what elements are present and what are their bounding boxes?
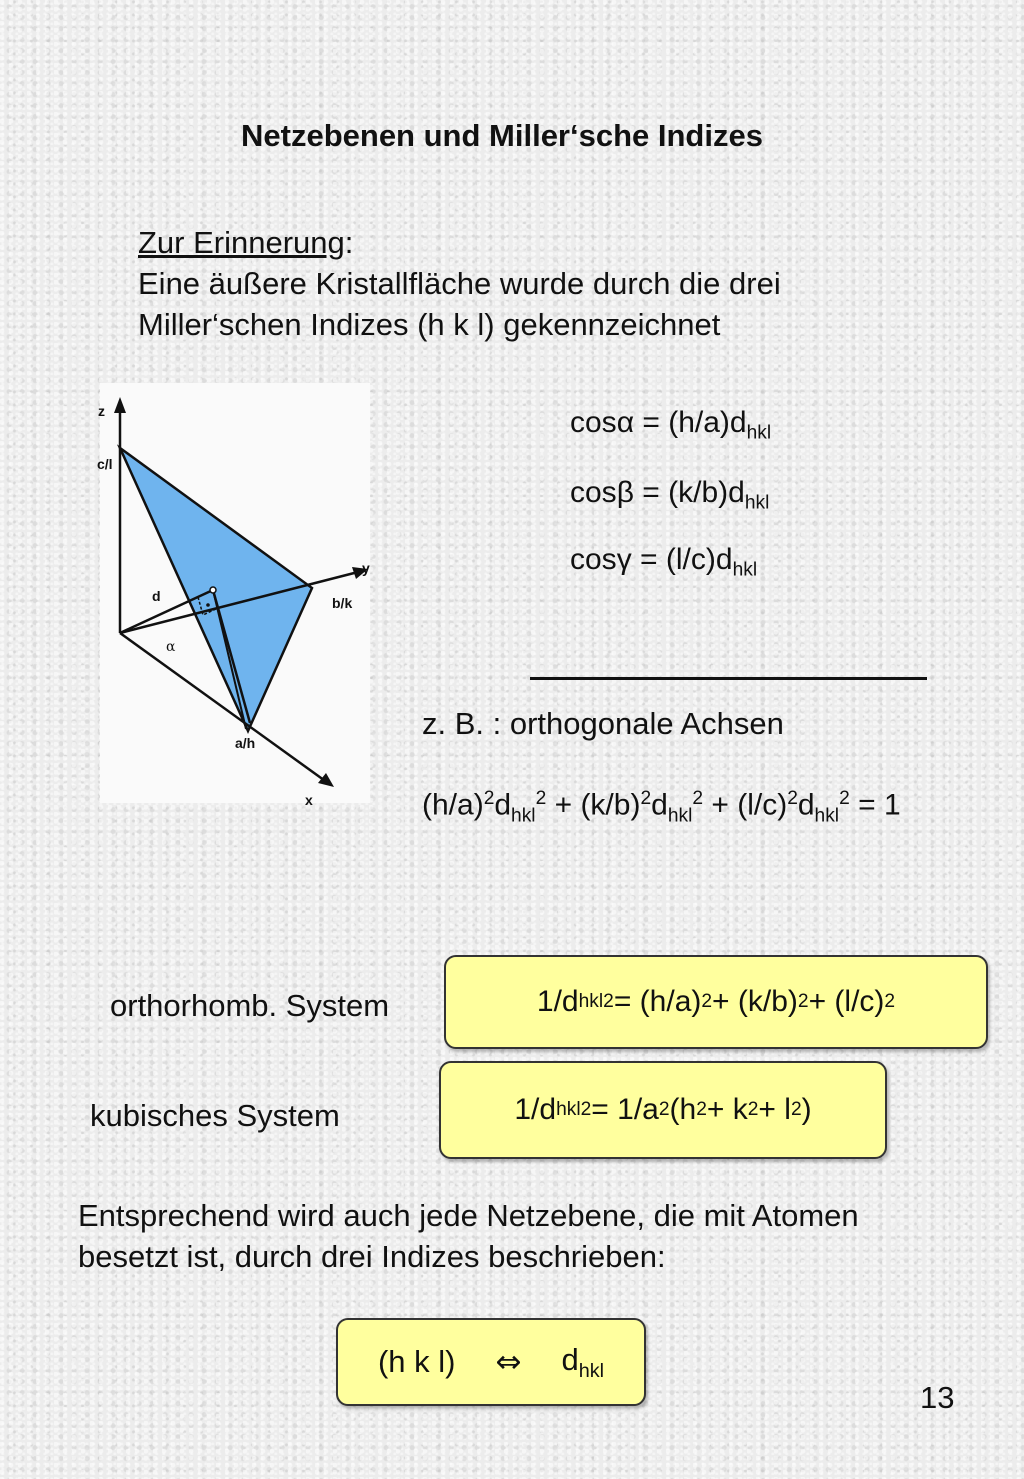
intro-heading-line: [138, 222, 781, 263]
page-title: Netzebenen und Miller‘sche Indizes: [241, 118, 763, 153]
square-exponent: 2: [692, 788, 704, 809]
intro-colon: :: [344, 225, 354, 260]
term-l: + l: [758, 1093, 791, 1126]
hkl-subscript: hkl: [667, 805, 693, 827]
square-exponent: 2: [580, 1099, 592, 1120]
term-h-a: = (h/a): [613, 985, 702, 1018]
closing-line-1: Entsprechend wird auch jede Netzebene, die mit Atomen: [78, 1198, 859, 1233]
intro-heading: Zur Erinnerung: [138, 225, 345, 260]
d-symbol: d: [561, 1341, 579, 1377]
cos-beta-equation: [570, 476, 769, 515]
square-exponent: 2: [839, 788, 850, 809]
square-exponent: 2: [658, 1099, 670, 1120]
intro-line-2: Miller‘schen Indizes (h k l) gekennzeichnet: [138, 307, 721, 342]
label-a-over-h: a/h: [235, 735, 256, 751]
square-exponent: 2: [797, 991, 809, 1012]
label-z: z: [98, 403, 105, 419]
cos-alpha-equation: [570, 406, 771, 445]
term-k-b: + (k/b): [712, 985, 798, 1018]
d-symbol: d: [494, 788, 512, 822]
hkl-subscript: hkl: [578, 991, 604, 1012]
square-exponent: 2: [603, 991, 614, 1012]
hkl-subscript: hkl: [744, 492, 770, 514]
right-angle-dot: [206, 603, 210, 607]
cos-fn: cos: [570, 476, 617, 509]
cos-gamma-rhs: = (l/c)d: [640, 543, 733, 576]
cubic-label: kubisches System: [90, 1098, 340, 1133]
square-exponent: 2: [701, 991, 713, 1012]
orthorhombic-label: orthorhomb. System: [110, 988, 390, 1023]
square-exponent: 2: [747, 1099, 759, 1120]
label-y: y: [362, 560, 370, 576]
square-exponent: 2: [790, 1099, 802, 1120]
divider-line: [530, 677, 927, 680]
d-symbol: d: [797, 788, 815, 822]
hkl-mapping-box: [336, 1318, 646, 1406]
z-axis-arrow: [114, 397, 126, 413]
cos-fn: cos: [570, 406, 617, 439]
cos-fn: cos: [570, 543, 617, 576]
square-exponent: 2: [483, 788, 495, 809]
square-exponent: 2: [787, 788, 798, 809]
term-k-b: + (k/b): [546, 788, 641, 822]
label-d: d: [152, 588, 161, 604]
intro-text: [138, 222, 781, 345]
equals-one: = 1: [849, 788, 901, 822]
square-exponent: 2: [535, 788, 547, 809]
square-exponent: 2: [884, 991, 896, 1012]
term-l-c: + (l/c): [703, 788, 788, 822]
beta-symbol: β: [616, 476, 634, 509]
label-alpha: α: [166, 639, 176, 655]
alpha-symbol: α: [616, 406, 635, 439]
cubic-formula-box: [439, 1061, 887, 1159]
normal-foot-point: [210, 587, 216, 593]
square-exponent: 2: [640, 788, 652, 809]
orthorhombic-formula-box: [444, 955, 988, 1049]
hkl-subscript: hkl: [746, 422, 772, 444]
intro-line-1: Eine äußere Kristallfläche wurde durch die drei: [138, 266, 781, 301]
one-over-d: 1/d: [514, 1093, 557, 1126]
d-hkl: [561, 1342, 604, 1383]
close-paren: ): [801, 1093, 812, 1126]
orthogonal-axes-label: z. B. : orthogonale Achsen: [422, 706, 784, 741]
hkl-subscript: hkl: [814, 805, 840, 827]
hkl-indices: (h k l): [377, 1344, 456, 1379]
cos-beta-rhs: = (k/b)d: [642, 476, 745, 509]
label-b-over-k: b/k: [332, 595, 353, 611]
cos-gamma-equation: [570, 543, 757, 582]
label-c-over-l: c/l: [97, 456, 113, 472]
one-over-a: = 1/a: [591, 1093, 659, 1126]
gamma-symbol: γ: [616, 543, 632, 576]
square-exponent: 2: [696, 1099, 707, 1120]
x-axis-arrow: [318, 773, 334, 787]
orthogonal-sum-equation: [422, 788, 901, 827]
hkl-subscript: hkl: [732, 559, 758, 581]
closing-line-2: besetzt ist, durch drei Indizes beschrieben:: [78, 1239, 666, 1274]
hkl-subscript: hkl: [556, 1099, 581, 1120]
d-symbol: d: [651, 788, 668, 822]
label-x: x: [305, 792, 313, 808]
miller-plane-figure: [97, 383, 370, 808]
closing-text: [78, 1195, 859, 1277]
miller-plane-diagram: [97, 383, 370, 808]
equivalence-arrow-icon: ⇔: [495, 1344, 522, 1380]
page-number: 13: [920, 1380, 955, 1415]
hkl-subscript: hkl: [511, 805, 536, 827]
term-l-c: + (l/c): [808, 985, 885, 1018]
term-h: (h: [669, 1093, 697, 1126]
term-h-a: (h/a): [422, 788, 484, 822]
term-k: + k: [706, 1093, 748, 1126]
one-over-d: 1/d: [536, 985, 579, 1018]
hkl-subscript: hkl: [578, 1359, 605, 1382]
cos-alpha-rhs: = (h/a)d: [642, 406, 747, 439]
